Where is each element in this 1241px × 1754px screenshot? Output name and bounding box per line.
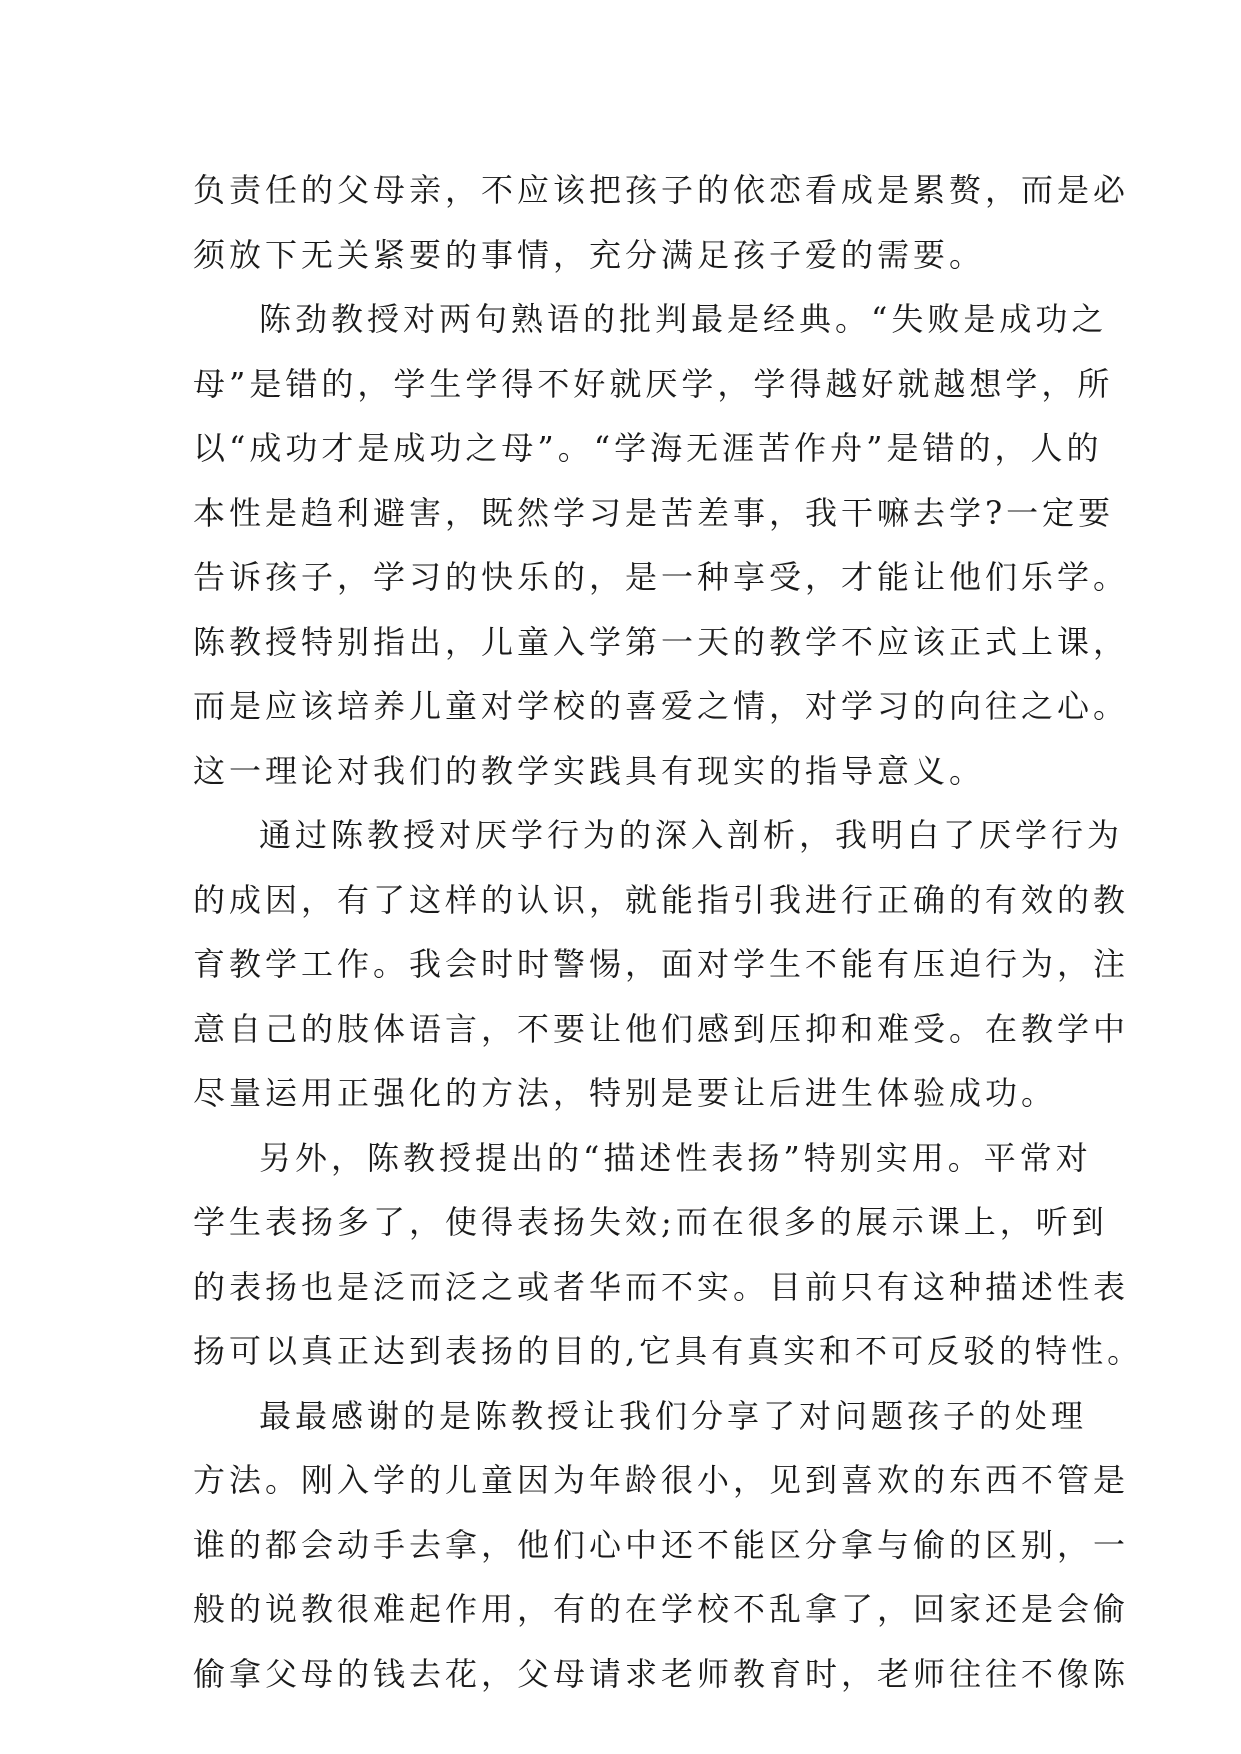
text-line: 谁的都会动手去拿，他们心中还不能区分拿与偷的区别，一 xyxy=(193,1525,1130,1564)
paragraph-first-line: 陈劲教授对两句熟语的批判最是经典。“失败是成功之 xyxy=(259,300,1108,338)
text-line: 扬可以真正达到表扬的目的,它具有真实和不可反驳的特性。 xyxy=(193,1332,1144,1370)
text-line: 母”是错的，学生学得不好就厌学，学得越好就越想学，所 xyxy=(193,364,1114,403)
text-line: 本性是趋利避害，既然学习是苦差事，我干嘛去学?一定要 xyxy=(193,493,1115,532)
text-line: 偷拿父母的钱去花，父母请求老师教育时，老师往往不像陈 xyxy=(193,1654,1130,1693)
text-line: 学生表扬多了，使得表扬失效;而在很多的展示课上，听到 xyxy=(193,1203,1108,1241)
text-line: 陈教授特别指出，儿童入学第一天的教学不应该正式上课， xyxy=(193,622,1130,661)
paragraph-first-line: 通过陈教授对厌学行为的深入剖析，我明白了厌学行为 xyxy=(259,816,1124,854)
text-line: 这一理论对我们的教学实践具有现实的指导意义。 xyxy=(193,751,986,790)
text-line: 育教学工作。我会时时警惕，面对学生不能有压迫行为，注 xyxy=(193,945,1130,983)
text-line: 以“成功才是成功之母”。“学海无涯苦作舟”是错的，人的 xyxy=(193,429,1103,467)
text-line: 而是应该培养儿童对学校的喜爱之情，对学习的向往之心。 xyxy=(193,687,1130,725)
text-line: 意自己的肢体语言，不要让他们感到压抑和难受。在教学中 xyxy=(193,1009,1130,1048)
text-line: 负责任的父母亲，不应该把孩子的依恋看成是累赘，而是必 xyxy=(193,171,1130,209)
text-line: 尽量运用正强化的方法，特别是要让后进生体验成功。 xyxy=(193,1074,1058,1112)
paragraph-first-line: 最最感谢的是陈教授让我们分享了对问题孩子的处理 xyxy=(259,1396,1088,1435)
text-line: 方法。刚入学的儿童因为年龄很小，见到喜欢的东西不管是 xyxy=(193,1461,1130,1499)
text-line: 般的说教很难起作用，有的在学校不乱拿了，回家还是会偷 xyxy=(193,1590,1130,1628)
text-line: 的成因，有了这样的认识，就能指引我进行正确的有效的教 xyxy=(193,880,1130,919)
text-line: 告诉孩子，学习的快乐的，是一种享受，才能让他们乐学。 xyxy=(193,558,1130,596)
body-text xyxy=(193,158,1144,1706)
paragraph-first-line: 另外，陈教授提出的“描述性表扬”特别实用。平常对 xyxy=(259,1138,1092,1177)
text-line: 须放下无关紧要的事情，充分满足孩子爱的需要。 xyxy=(193,235,986,274)
text-line: 的表扬也是泛而泛之或者华而不实。目前只有这种描述性表 xyxy=(193,1267,1130,1306)
